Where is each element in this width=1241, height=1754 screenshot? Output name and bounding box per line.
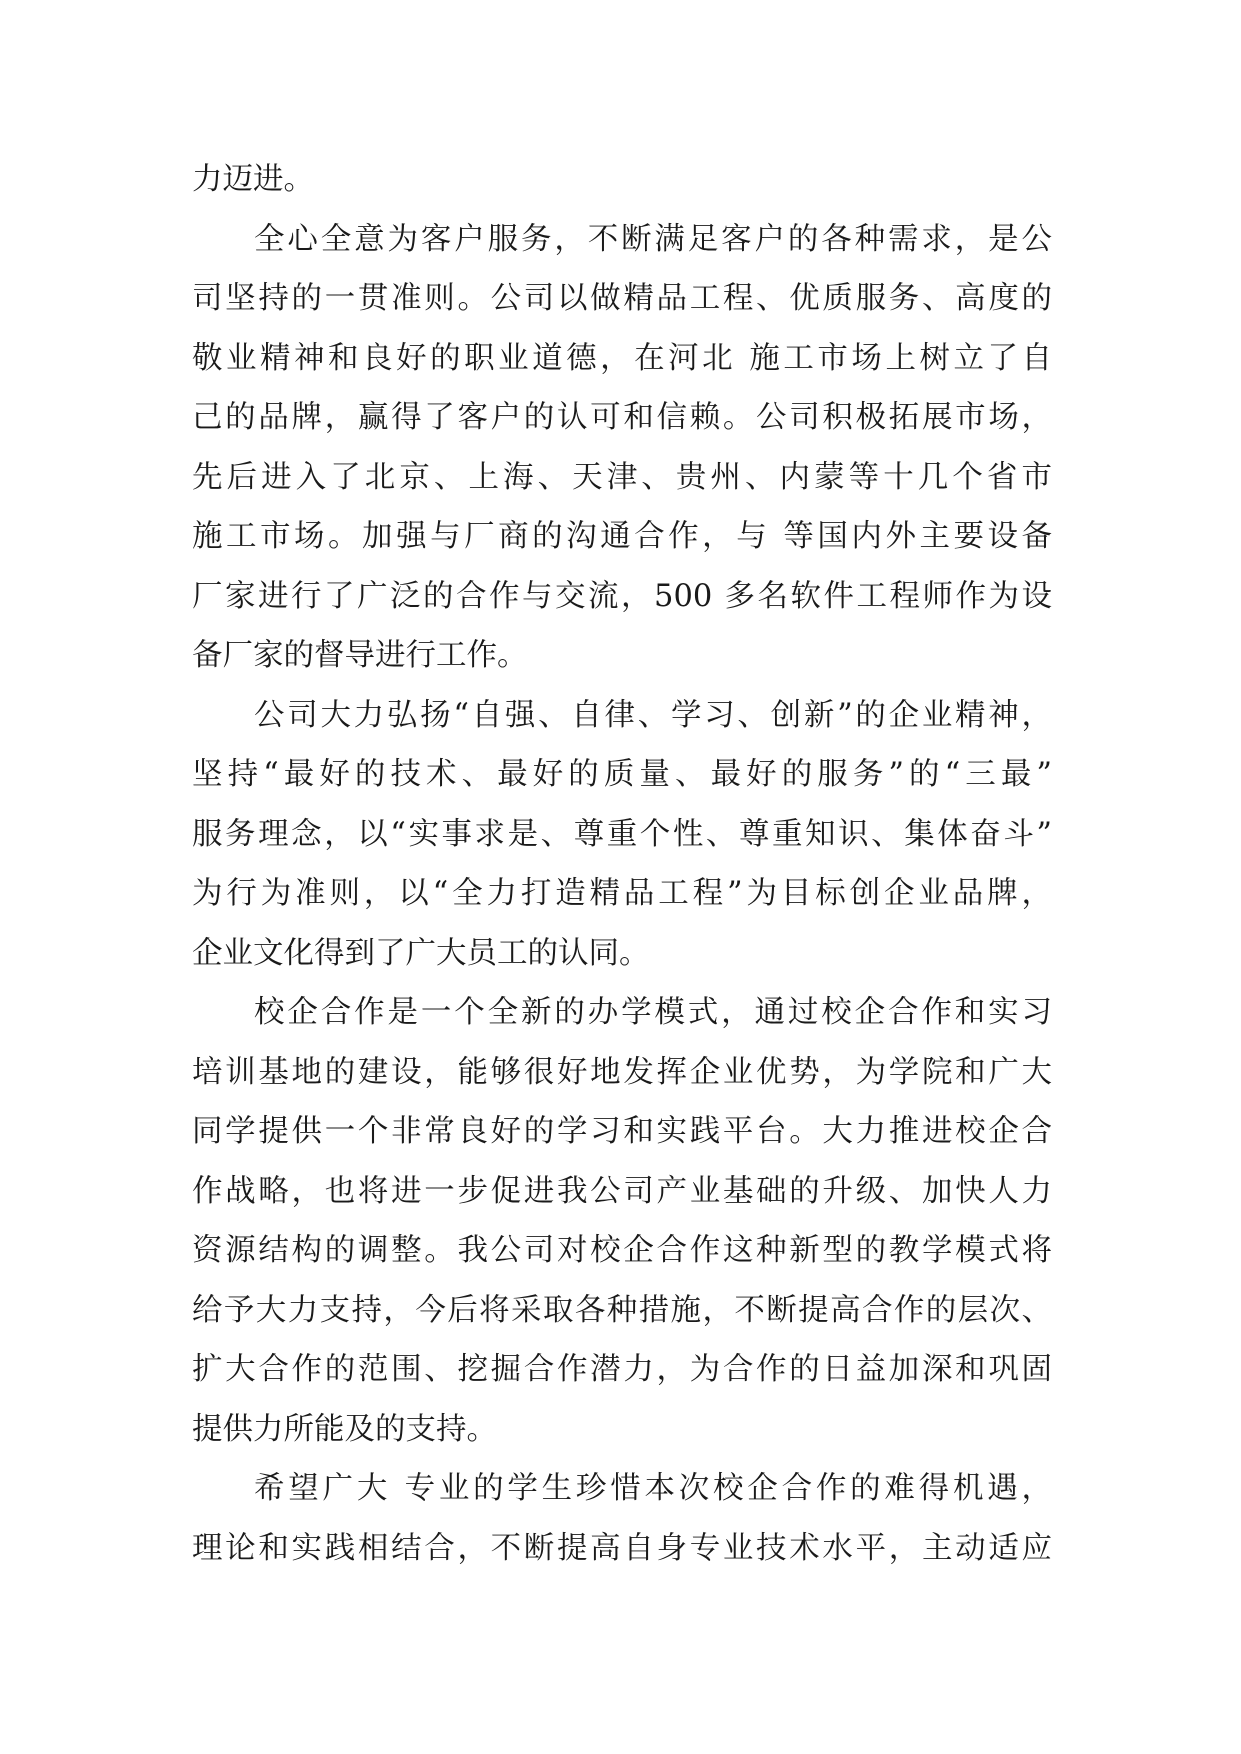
text-line: 坚持“最好的技术、最好的质量、最好的服务”的“三最” [192,757,1052,792]
text-line: 己的品牌，赢得了客户的认可和信赖。公司积极拓展市场， [192,400,1052,435]
text-line: 扩大合作的范围、挖掘合作潜力，为合作的日益加深和巩固 [192,1352,1052,1387]
paragraph-5 [192,1459,1052,1578]
paragraph-2 [192,210,1052,686]
text-line: 全心全意为客户服务，不断满足客户的各种需求，是公 [254,221,1052,257]
text-line: 同学提供一个非常良好的学习和实践平台。大力推进校企合 [192,1114,1052,1149]
text-line: 校企合作是一个全新的办学模式，通过校企合作和实习 [254,995,1052,1030]
paragraph-3 [192,686,1052,984]
text-line: 作战略，也将进一步促进我公司产业基础的升级、加快人力 [192,1173,1052,1209]
text-line: 敬业精神和良好的职业道德，在河北 施工市场上树立了自 [192,340,1052,376]
text-line: 公司大力弘扬“自强、自律、学习、创新”的企业精神， [254,697,1052,733]
text-line: 先后进入了北京、上海、天津、贵州、内蒙等十几个省市 [192,459,1052,495]
text-line: 为行为准则，以“全力打造精品工程”为目标创企业品牌， [192,876,1052,911]
text-line: 理论和实践相结合，不断提高自身专业技术水平，主动适应 [192,1530,1052,1566]
text-line: 资源结构的调整。我公司对校企合作这种新型的教学模式将 [192,1233,1052,1268]
text-line: 给予大力支持，今后将采取各种措施，不断提高合作的层次、 [192,1292,1052,1328]
text-line: 培训基地的建设，能够很好地发挥企业优势，为学院和广大 [192,1054,1052,1090]
text-line: 备厂家的督导进行工作。 [192,638,528,673]
text-line: 施工市场。加强与厂商的沟通合作，与 等国内外主要设备 [192,519,1052,554]
text-line: 企业文化得到了广大员工的认同。 [192,935,650,971]
text-line: 希望广大 专业的学生珍惜本次校企合作的难得机遇， [254,1471,1052,1506]
text-line: 服务理念，以“实事求是、尊重个性、尊重知识、集体奋斗” [192,816,1052,852]
text-line: 司坚持的一贯准则。公司以做精品工程、优质服务、高度的 [192,281,1052,316]
text-line: 力迈进。 [192,162,314,197]
text-line: 提供力所能及的支持。 [192,1411,497,1447]
text-line: 厂家进行了广泛的合作与交流，500 多名软件工程师作为设 [192,578,1052,614]
document-body [192,150,1052,1578]
paragraph-4 [192,983,1052,1459]
paragraph-1 [192,150,1052,210]
